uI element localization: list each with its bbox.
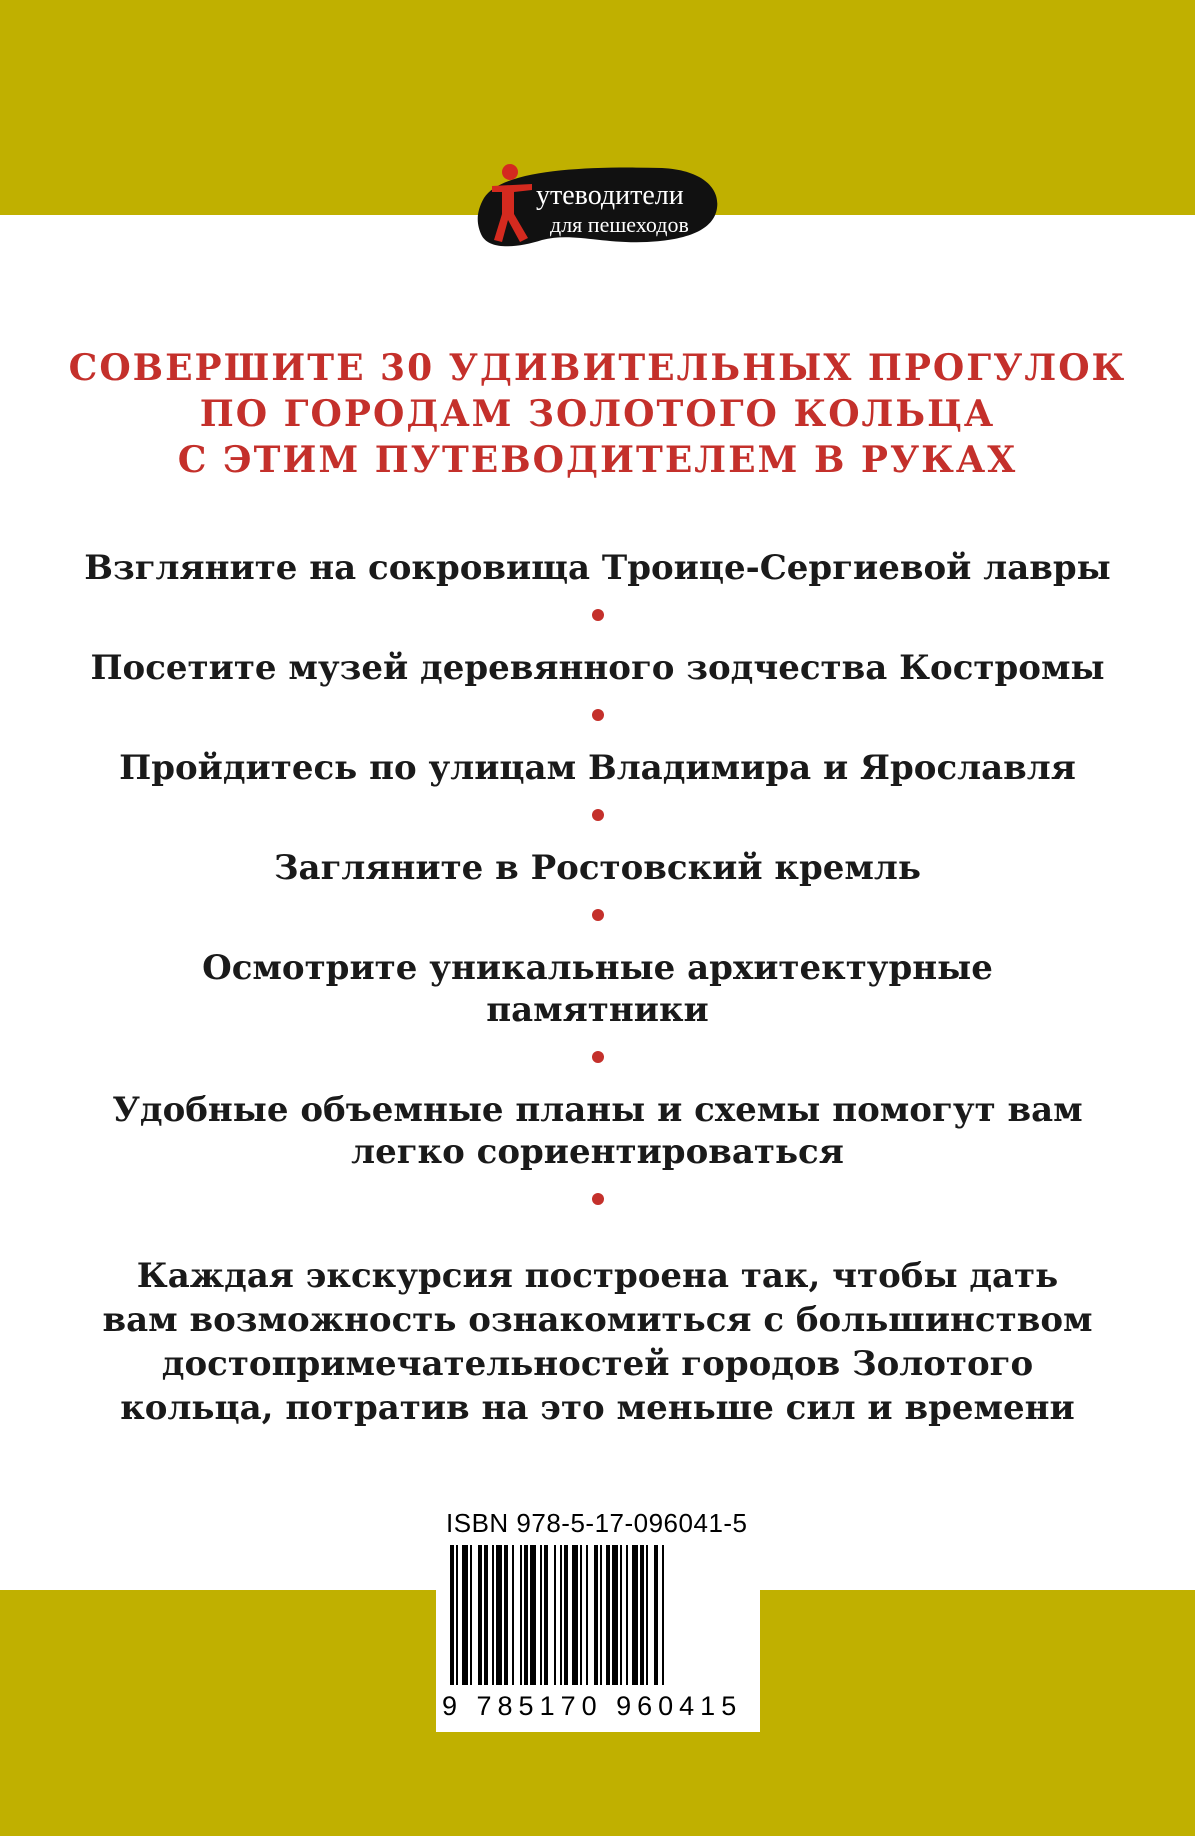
bullet-separator bbox=[60, 1173, 1135, 1231]
bullet-separator bbox=[60, 589, 1135, 647]
headline-line: СОВЕРШИТЕ 30 УДИВИТЕЛЬНЫХ ПРОГУЛОК bbox=[68, 347, 1127, 389]
series-logo bbox=[462, 158, 722, 258]
bullet-separator bbox=[60, 689, 1135, 747]
feature-text: легко сориентироваться bbox=[351, 1132, 844, 1172]
feature-text: памятники bbox=[486, 990, 709, 1030]
paragraph-line: вам возможность ознакомиться с большинством bbox=[102, 1300, 1093, 1340]
bullet-separator bbox=[60, 789, 1135, 847]
feature-item bbox=[60, 1089, 1135, 1173]
logo-line2: для пешеходов bbox=[550, 212, 689, 237]
paragraph-line: кольца, потратив на это меньше сил и времени bbox=[120, 1388, 1075, 1428]
paragraph-line: Каждая экскурсия построена так, чтобы дать bbox=[136, 1256, 1059, 1296]
feature-text: Взгляните на сокровища Троице-Сергиевой лавры bbox=[84, 548, 1111, 588]
feature-text: Осмотрите уникальные архитектурные bbox=[202, 948, 993, 988]
feature-item bbox=[60, 647, 1135, 689]
feature-item bbox=[60, 547, 1135, 589]
feature-text: Посетите музей деревянного зодчества Костромы bbox=[90, 648, 1105, 688]
feature-text: Удобные объемные планы и схемы помогут вам bbox=[112, 1090, 1083, 1130]
feature-item bbox=[60, 847, 1135, 889]
ean-number: 9 785170 960415 bbox=[442, 1691, 743, 1721]
headline bbox=[60, 345, 1135, 483]
isbn-label: ISBN 978-5-17-096041-5 bbox=[446, 1508, 748, 1538]
paragraph-line: достопримечательностей городов Золотого bbox=[161, 1344, 1034, 1384]
headline-line: ПО ГОРОДАМ ЗОЛОТОГО КОЛЬЦА bbox=[199, 393, 996, 435]
feature-item bbox=[60, 947, 1135, 1031]
bullet-separator bbox=[60, 889, 1135, 947]
feature-list bbox=[60, 547, 1135, 1231]
bullet-separator bbox=[60, 1031, 1135, 1089]
feature-text: Пройдитесь по улицам Владимира и Ярославля bbox=[119, 748, 1076, 788]
description-paragraph bbox=[60, 1254, 1135, 1430]
logo-line1: утеводители bbox=[536, 180, 684, 211]
feature-item bbox=[60, 747, 1135, 789]
barcode-icon bbox=[446, 1545, 750, 1693]
headline-line: С ЭТИМ ПУТЕВОДИТЕЛЕМ В РУКАХ bbox=[177, 439, 1018, 481]
feature-text: Загляните в Ростовский кремль bbox=[274, 848, 921, 888]
